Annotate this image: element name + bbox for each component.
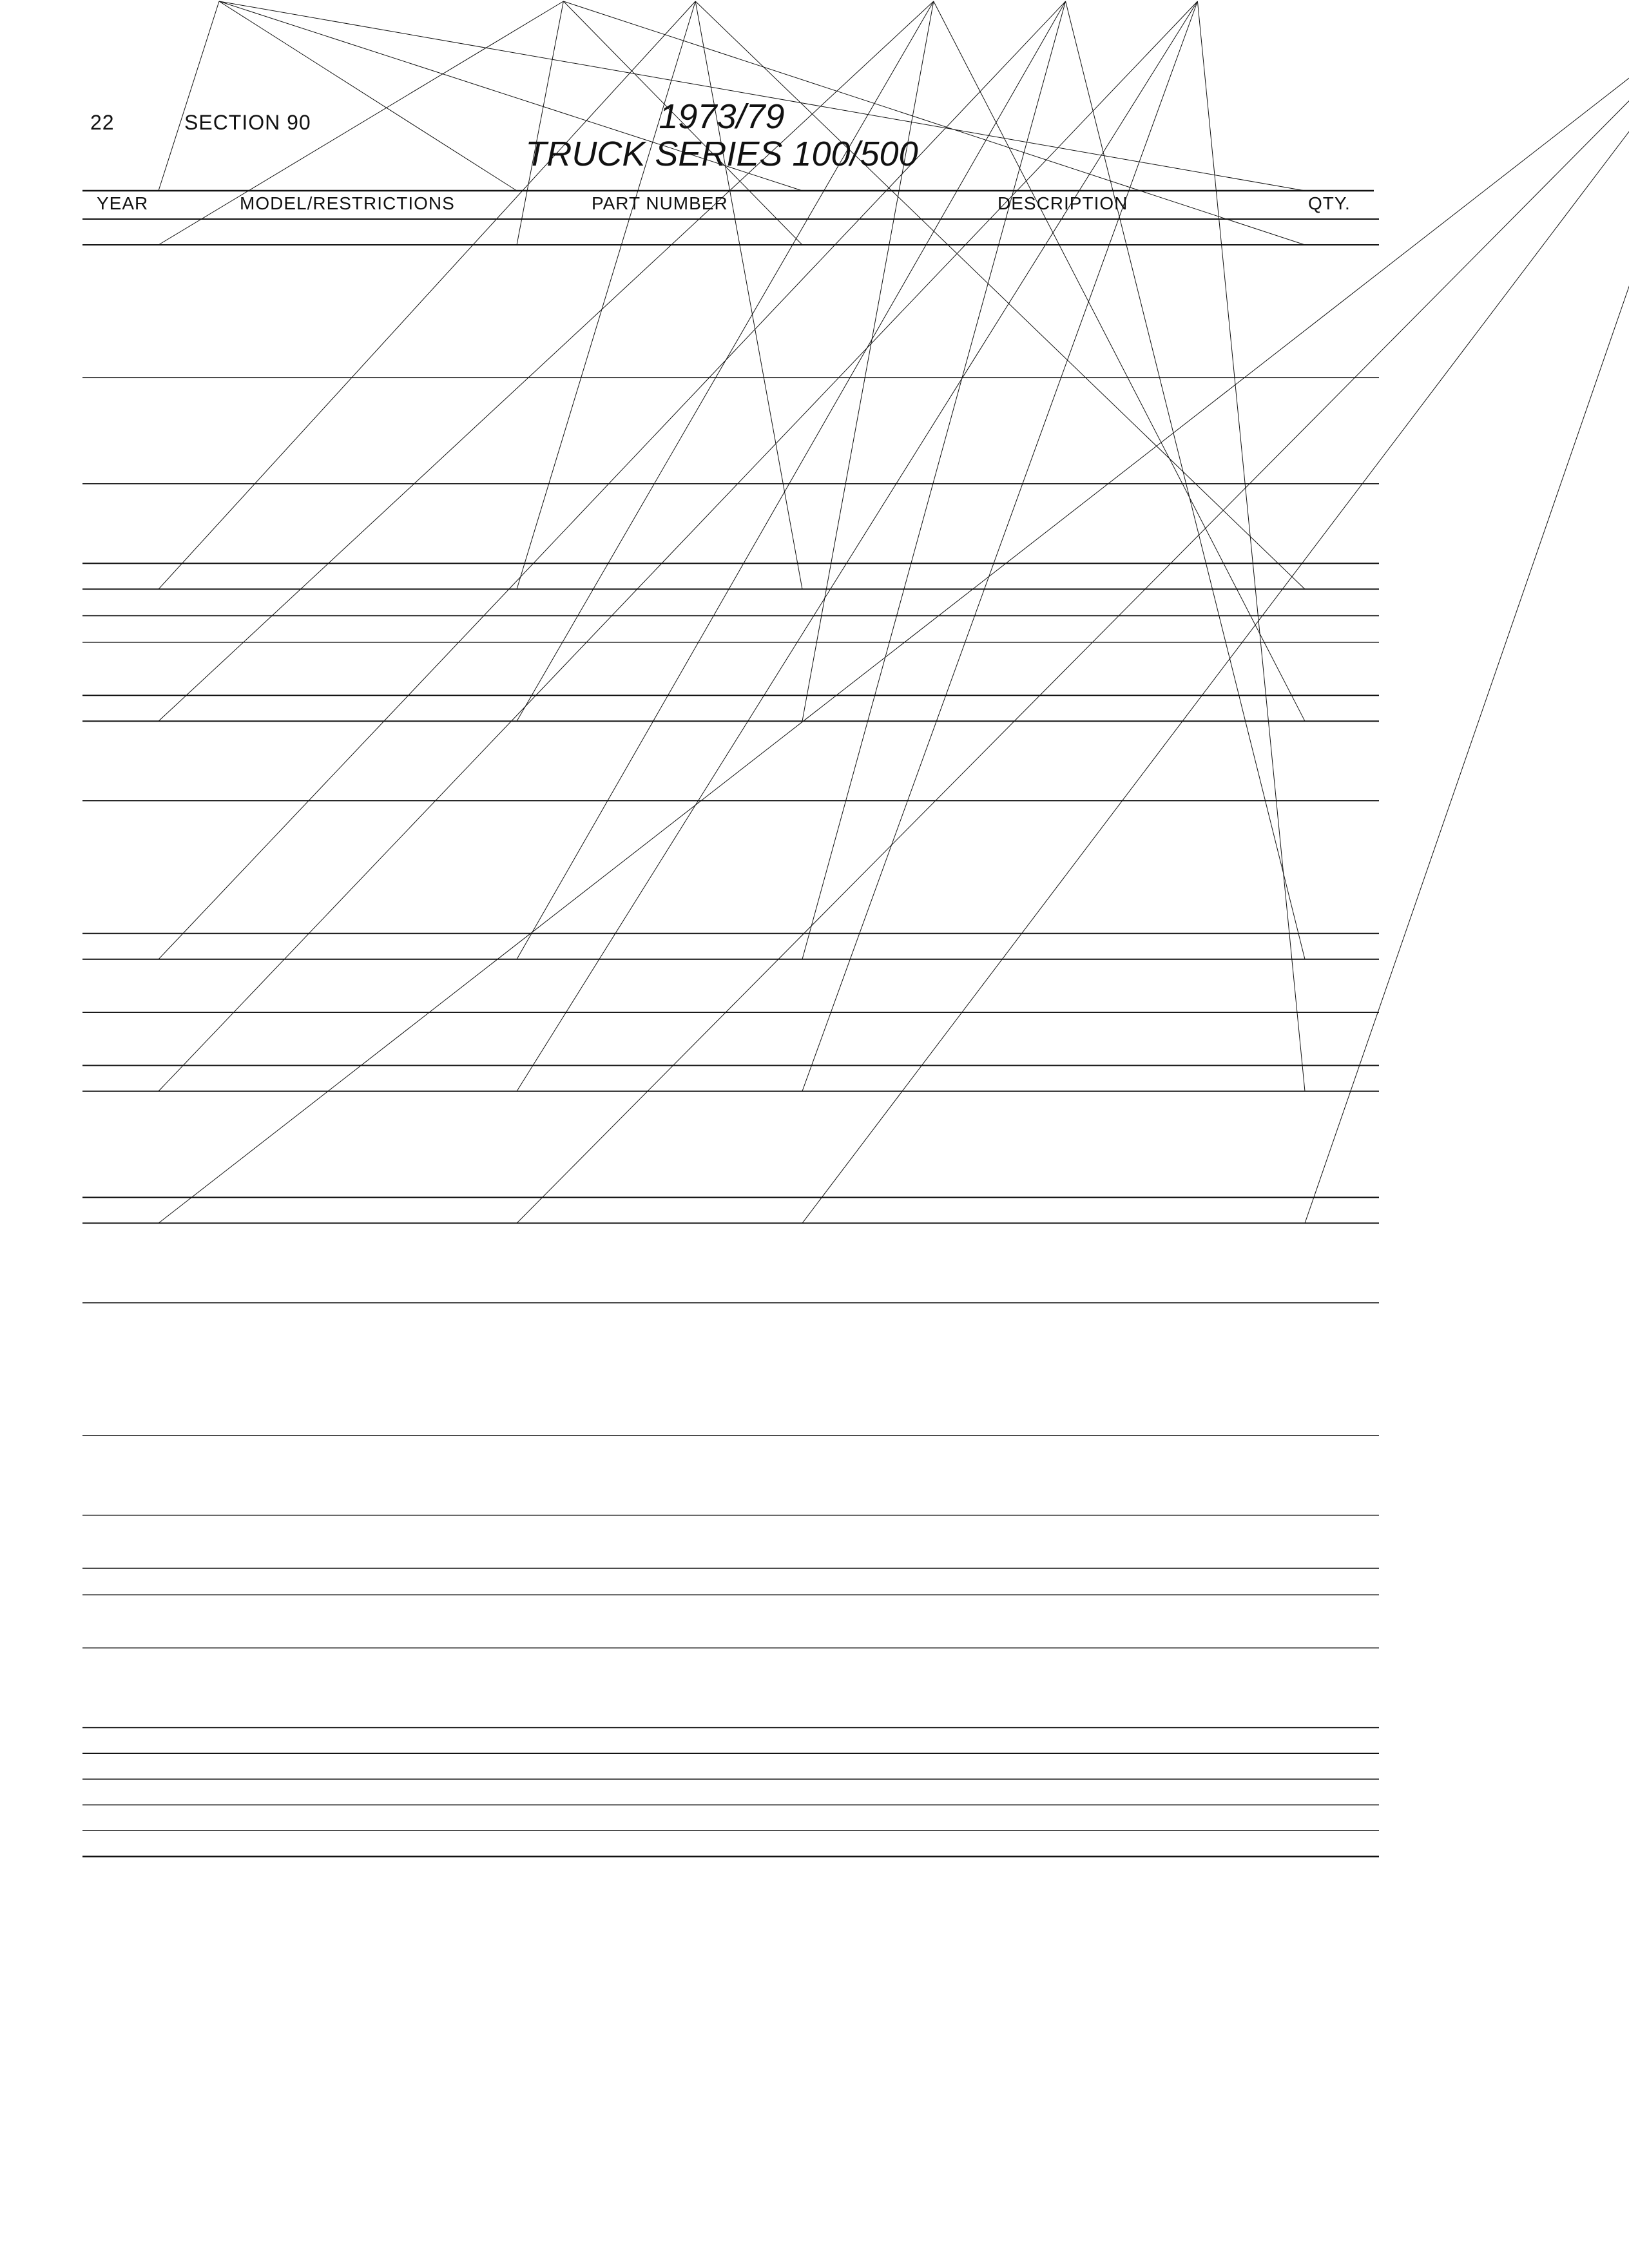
undefined [802,1,1197,1091]
section-label: SECTION 90 [184,111,311,134]
undefined [159,1,219,191]
undefined [563,1,802,245]
undefined [159,1,1197,1091]
undefined [517,1,1197,1091]
column-header-part: PART NUMBER [592,193,728,213]
undefined [159,1,934,721]
undefined [517,1,1629,1223]
undefined [934,1,1305,721]
undefined [517,1,695,589]
undefined [563,1,1305,245]
column-header-model: MODEL/RESTRICTIONS [240,193,455,213]
column-header-qty: QTY. [1308,193,1351,213]
page-title-years: 1973/79 [659,97,785,136]
undefined [219,1,517,191]
undefined [159,1,563,245]
column-header-year: YEAR [97,193,149,213]
undefined [517,1,563,245]
undefined [219,1,1305,191]
undefined [1197,1,1305,1091]
undefined [1066,1,1305,959]
undefined [219,1,802,191]
undefined [802,1,934,721]
undefined [517,1,1066,959]
undefined [159,1,695,589]
page-title-series: TRUCK SERIES 100/500 [525,135,918,173]
undefined [1305,1,1629,1223]
undefined [695,1,802,589]
page-number: 22 [90,111,115,134]
undefined [802,1,1066,959]
column-header-description: DESCRIPTION [998,193,1128,213]
undefined [159,1,1066,959]
undefined [159,1,1629,1223]
